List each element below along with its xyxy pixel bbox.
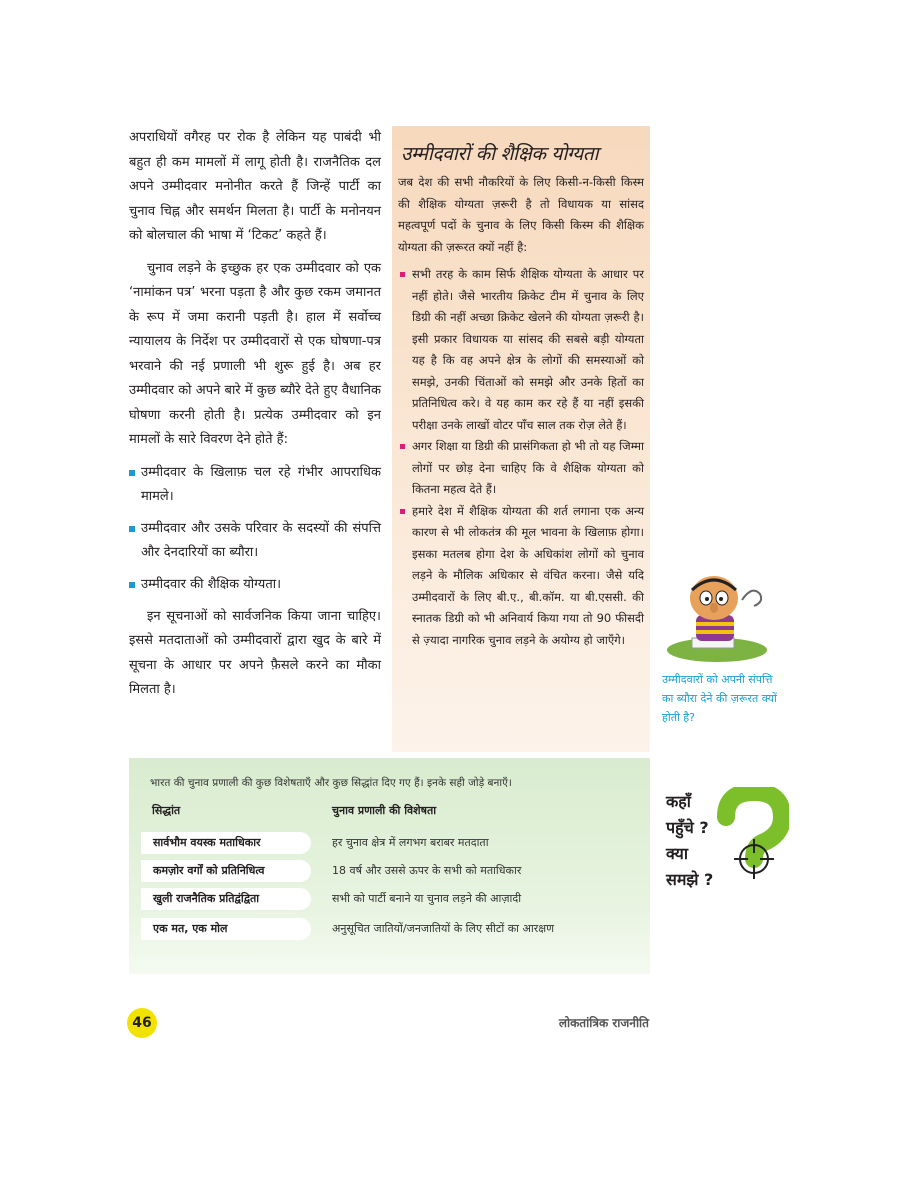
feature-item: 18 वर्ष और उससे ऊपर के सभी को मताधिकार xyxy=(332,864,522,877)
bullet-square-icon xyxy=(400,444,405,449)
feature-item: सभी को पार्टी बनाने या चुनाव लड़ने की आज़ादी xyxy=(332,892,522,905)
box-intro: जब देश की सभी नौकरियों के लिए किसी-न-किसी किस्म की शैक्षिक योग्यता ज़रूरी है तो विधायक या सांसद महत्वपूर्ण पदों के चुनाव के लिए किसी किस्म की शैक्षिक योग्यता की ज़रूरत क्यों नहीं है: xyxy=(398,175,644,254)
paragraph-2: चुनाव लड़ने के इच्छुक हर एक उम्मीदवार को एक ‘नामांकन पत्र’ भरना पड़ता है और कुछ रकम जमानत के रूप में जमा करानी पड़ती है। हाल में सर्वोच्च न्यायालय के निर्देश पर उम्मीदवारों से एक घोषणा-पत्र भरवाने की नई प्रणाली भी शुरू हुई है। अब हर उम्मीदवार को अपने बारे में कुछ ब्यौरे देते हुए वैधानिक घोषणा करनी होती है। प्रत्येक उम्मीदवार को इन मामलों के सारे विवरण देने होते हैं: xyxy=(129,260,381,447)
review-label: कहाँ पहुँचे ? क्या समझे ? xyxy=(666,792,714,889)
principle-item: सार्वभौम वयस्क मताधिकार xyxy=(141,832,311,854)
principle-item: एक मत, एक मोल xyxy=(141,918,311,940)
list-item: हमारे देश में शैक्षिक योग्यता की शर्त लगाना एक अन्य कारण से भी लोकतंत्र की मूल भावना के खिलाफ़ होगा। इसका मतलब होगा देश के अधिकांश लोगों को चुनाव लड़ने के मौलिक अधिकार से वंचित करना। जैसे यदि उम्मीदवारों के लिए बी.ए., बी.कॉम. या बी.एससी. की स्नातक डिग्री को भी अनिवार्य किया गया तो 90 फीसदी से ज़्यादा नागरिक चुनाव लड़ने के अयोग्य हो जाएँगे। xyxy=(398,501,644,652)
feature-item: हर चुनाव क्षेत्र में लगभग बराबर मतदाता xyxy=(332,836,489,849)
list-item: उम्मीदवार और उसके परिवार के सदस्यों की संपत्ति और देनदारियों का ब्यौरा। xyxy=(129,517,381,565)
box-points xyxy=(392,264,650,651)
bullet-square-icon xyxy=(129,526,135,532)
paragraph-1: अपराधियों वगैरह पर रोक है लेकिन यह पाबंदी भी बहुत ही कम मामलों में लागू होती है। राजनैतिक दल अपने उम्मीदवार मनोनीत करते हैं जिन्हें पार्टी का चुनाव चिह्न और समर्थन मिलता है। पार्टी के मनोनयन को बोलचाल की भाषा में ‘टिकट’ कहते हैं। xyxy=(129,130,381,243)
principle-item: खुली राजनैतिक प्रतिद्वंद्विता xyxy=(141,888,311,910)
list-item: अगर शिक्षा या डिग्री की प्रासंगिकता हो भी तो यह जिम्मा लोगों पर छोड़ देना चाहिए कि वे शैक्षिक योग्यता को कितना महत्व देते हैं। xyxy=(398,436,644,501)
educational-qualification-box xyxy=(392,126,650,752)
matching-activity-box xyxy=(129,758,650,974)
list-item: उम्मीदवार की शैक्षिक योग्यता। xyxy=(129,573,381,597)
paragraph-3: इन सूचनाओं को सार्वजनिक किया जाना चाहिए। इससे मतदाताओं को उम्मीदवारों द्वारा खुद के बारे में सूचना के आधार पर अपने फ़ैसले करने का मौका मिलता है। xyxy=(129,608,381,697)
margin-question-caption: उम्मीदवारों को अपनी संपत्ति का ब्यौरा देने की ज़रूरत क्यों होती है? xyxy=(662,673,777,724)
reading-boy-cartoon-icon xyxy=(662,570,782,665)
bullet-square-icon xyxy=(400,509,405,514)
box-title: उम्मीदवारों की शैक्षिक योग्यता xyxy=(401,143,599,165)
feature-item: अनुसूचित जातियों/जनजातियों के लिए सीटों का आरक्षण xyxy=(332,922,555,935)
bullet-square-icon xyxy=(400,272,405,277)
review-question-badge xyxy=(664,787,789,897)
list-item: उम्मीदवार के खिलाफ़ चल रहे गंभीर आपराधिक मामले। xyxy=(129,461,381,509)
main-text-column xyxy=(129,126,381,711)
bullet-square-icon xyxy=(129,582,135,588)
book-title: लोकतांत्रिक राजनीति xyxy=(558,1016,649,1030)
bullet-square-icon xyxy=(129,470,135,476)
principle-item: कमज़ोर वर्गों को प्रतिनिधित्व xyxy=(141,860,311,882)
principles-header: सिद्धांत xyxy=(152,804,181,817)
activity-instruction: भारत की चुनाव प्रणाली की कुछ विशेषताएँ और कुछ सिद्धांत दिए गए हैं। इनके सही जोड़े बनाएँ। xyxy=(150,777,512,789)
features-header: चुनाव प्रणाली की विशेषता xyxy=(332,804,437,817)
page-number: 46 xyxy=(127,1008,157,1038)
list-item: सभी तरह के काम सिर्फ शैक्षिक योग्यता के आधार पर नहीं होते। जैसे भारतीय क्रिकेट टीम में चुनाव के लिए डिग्री की नहीं अच्छा क्रिकेट खेलने की योग्यता ज़रूरी है। इसी प्रकार विधायक या सांसद की सबसे बड़ी योग्यता यह है कि वह अपने क्षेत्र के लोगों की समस्याओं को समझे, उनकी चिंताओं को समझे और उनके हितों का प्रतिनिधित्व करे। वे यह काम कर रहे हैं या नहीं इसकी परीक्षा उनके लाखों वोटर पाँच साल तक रोज़ लेते हैं। xyxy=(398,264,644,436)
disclosure-list xyxy=(129,461,381,597)
